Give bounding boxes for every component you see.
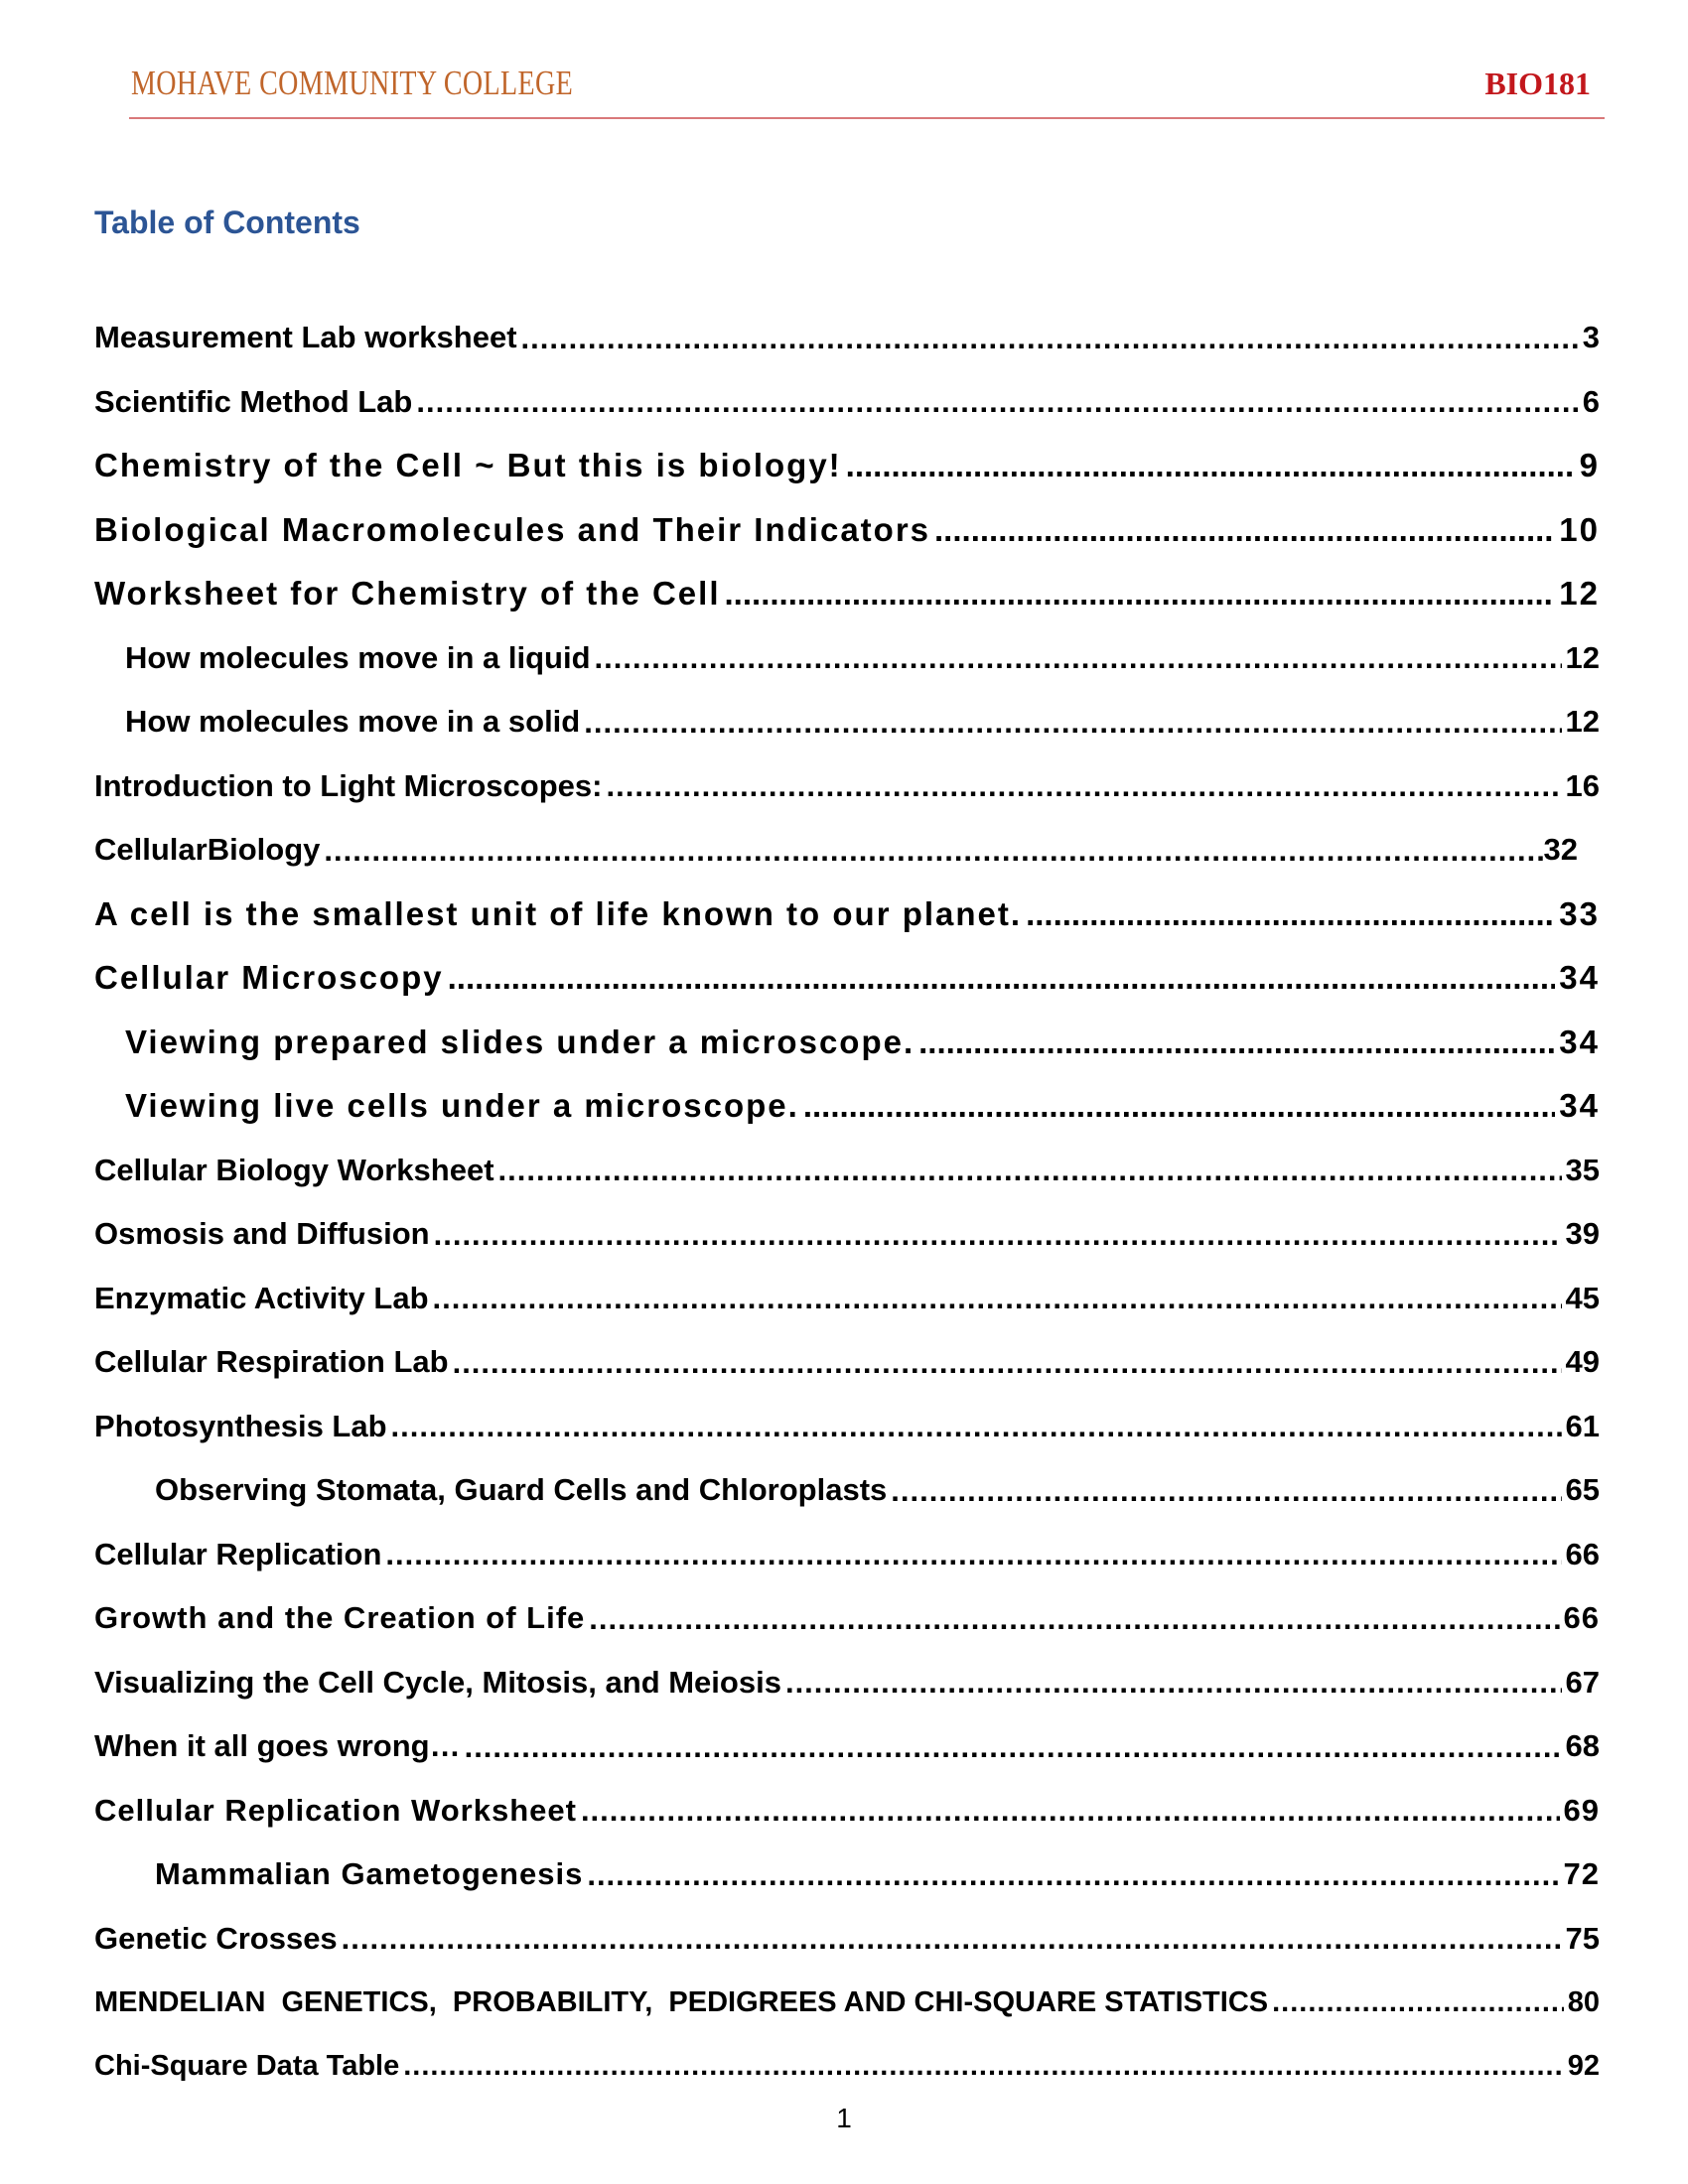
toc-entry-page: 34 [1559, 959, 1600, 997]
toc-entry-label: Viewing prepared slides under a microscope. [125, 1023, 915, 1060]
toc-entry-growth-creation-life[interactable] [94, 1586, 1600, 1651]
dot-leader [785, 1664, 1562, 1701]
toc-entry-page: 69 [1563, 1792, 1600, 1828]
toc-entry-label: Introduction to Light Microscopes: [94, 767, 603, 803]
toc-entry-page: 65 [1565, 1472, 1600, 1508]
toc-entry-page: 67 [1565, 1664, 1600, 1700]
toc-entry-page: 92 [1567, 2050, 1600, 2083]
toc-entry-label: Scientific Method Lab [94, 383, 413, 419]
toc-entry-page: 3 [1582, 320, 1600, 355]
toc-entry-page: 9 [1579, 447, 1600, 484]
toc-entry-when-it-goes-wrong[interactable] [94, 1714, 1600, 1779]
toc-entry-page: 10 [1559, 510, 1600, 548]
dot-leader [433, 1280, 1562, 1316]
toc-entry-page: 16 [1565, 767, 1600, 803]
page-header [129, 60, 1605, 119]
dot-leader [934, 510, 1555, 550]
dot-leader [581, 1792, 1560, 1829]
toc-entry-page: 34 [1559, 1023, 1600, 1060]
toc-entry-label: Observing Stomata, Guard Cells and Chloroplasts [155, 1472, 888, 1508]
toc-entry-label: Enzymatic Activity Lab [94, 1280, 429, 1315]
dot-leader [465, 1728, 1562, 1765]
dot-leader [803, 1086, 1555, 1126]
toc-entry-page: 68 [1565, 1728, 1600, 1764]
toc-entry-label: When it all goes wrong… [94, 1728, 461, 1764]
toc-entry-label: Mammalian Gametogenesis [155, 1856, 584, 1892]
toc-entry-label: Visualizing the Cell Cycle, Mitosis, and Meiosis [94, 1664, 781, 1700]
toc-entry-page: 12 [1565, 704, 1600, 740]
toc-list [94, 306, 1600, 2099]
toc-entry-label: Osmosis and Diffusion [94, 1216, 430, 1252]
toc-entry-page: 34 [1559, 1087, 1600, 1125]
toc-entry-label: Cellular Replication [94, 1536, 382, 1571]
toc-entry-page: 12 [1559, 575, 1600, 613]
dot-leader [385, 1536, 1561, 1572]
toc-entry-page: 33 [1559, 894, 1600, 932]
dot-leader [448, 958, 1556, 998]
dot-leader [324, 832, 1543, 869]
toc-entry-osmosis-diffusion[interactable] [94, 1202, 1600, 1267]
dot-leader [595, 639, 1562, 676]
toc-entry-label: Chi-Square Data Table [94, 2050, 400, 2083]
dot-leader [1272, 1985, 1564, 2020]
toc-entry-page: 45 [1565, 1280, 1600, 1315]
toc-entry-page: 66 [1565, 1536, 1600, 1571]
toc-entry-prepared-slides[interactable] [94, 1011, 1600, 1075]
toc-entry-page: 35 [1565, 1152, 1600, 1187]
toc-entry-scientific-method-lab[interactable] [94, 370, 1600, 435]
toc-entry-page: 61 [1565, 1408, 1600, 1443]
toc-entry-label: Growth and the Creation of Life [94, 1600, 586, 1636]
dot-leader [521, 320, 1579, 356]
toc-entry-label: Cellular Respiration Lab [94, 1344, 449, 1380]
dot-leader [416, 383, 1578, 420]
toc-entry-live-cells[interactable] [94, 1074, 1600, 1139]
college-name: MOHAVE COMMUNITY COLLEGE [131, 64, 574, 102]
toc-entry-cellular-replication-worksheet[interactable] [94, 1779, 1600, 1843]
toc-entry-molecules-liquid[interactable] [94, 626, 1600, 691]
toc-entry-page: 6 [1582, 383, 1600, 419]
toc-entry-label: Chemistry of the Cell ~ But this is biology! [94, 447, 842, 484]
toc-entry-page: 39 [1565, 1216, 1600, 1252]
toc-entry-measurement-lab[interactable] [94, 306, 1600, 370]
toc-entry-chemistry-worksheet[interactable] [94, 562, 1600, 626]
toc-entry-molecules-solid[interactable] [94, 690, 1600, 754]
toc-entry-biological-macromolecules[interactable] [94, 498, 1600, 563]
toc-entry-stomata[interactable] [94, 1458, 1600, 1523]
toc-entry-label: How molecules move in a solid [125, 704, 581, 740]
toc-entry-cellular-replication[interactable] [94, 1523, 1600, 1587]
dot-leader [453, 1344, 1562, 1381]
toc-entry-cellular-biology-worksheet[interactable] [94, 1139, 1600, 1203]
toc-entry-label: Viewing live cells under a microscope. [125, 1087, 799, 1125]
toc-entry-page: 49 [1565, 1344, 1600, 1380]
dot-leader [434, 1216, 1562, 1253]
toc-entry-label: Cellular Microscopy [94, 959, 444, 997]
toc-entry-label: A cell is the smallest unit of life known to our planet. [94, 894, 1023, 932]
toc-entry-chi-square-table[interactable] [94, 2035, 1600, 2100]
toc-entry-page: 66 [1563, 1600, 1600, 1636]
toc-entry-label: How molecules move in a liquid [125, 639, 591, 675]
dot-leader [391, 1408, 1562, 1444]
dot-leader [725, 574, 1556, 614]
toc-entry-page: 32 [1543, 832, 1578, 868]
toc-entry-cellular-respiration[interactable] [94, 1330, 1600, 1395]
toc-entry-page: 80 [1567, 1985, 1600, 2018]
toc-entry-mendelian-genetics[interactable] [94, 1971, 1600, 2035]
toc-entry-mammalian-gametogenesis[interactable] [94, 1843, 1600, 1907]
course-code: BIO181 [1484, 66, 1591, 101]
toc-entry-label: Cellular Replication Worksheet [94, 1792, 577, 1828]
dot-leader [403, 2049, 1563, 2084]
dot-leader [587, 1856, 1559, 1893]
toc-entry-cell-smallest-unit[interactable] [94, 883, 1600, 947]
page-number: 1 [836, 2103, 852, 2133]
toc-entry-cellular-biology[interactable] [94, 818, 1600, 883]
toc-title: Table of Contents [94, 205, 360, 240]
toc-entry-label: Cellular Biology Worksheet [94, 1152, 494, 1187]
toc-entry-light-microscopes[interactable] [94, 754, 1600, 819]
dot-leader [498, 1152, 1562, 1188]
dot-leader [584, 704, 1561, 741]
toc-entry-label: Biological Macromolecules and Their Indicators [94, 510, 931, 548]
toc-entry-label: MENDELIAN GENETICS, PROBABILITY, PEDIGREES AND CHI-SQUARE STATISTICS [94, 1985, 1269, 2018]
toc-entry-label: Photosynthesis Lab [94, 1408, 387, 1443]
toc-entry-label: Genetic Crosses [94, 1920, 338, 1956]
toc-entry-page: 72 [1563, 1856, 1600, 1892]
dot-leader [606, 767, 1561, 804]
toc-entry-label: CellularBiology [94, 832, 321, 868]
toc-entry-photosynthesis[interactable] [94, 1395, 1600, 1459]
dot-leader [918, 1023, 1555, 1062]
dot-leader [342, 1920, 1562, 1957]
toc-entry-page: 12 [1565, 639, 1600, 675]
toc-entry-cellular-microscopy[interactable] [94, 946, 1600, 1011]
dot-leader [891, 1472, 1561, 1509]
toc-entry-cell-cycle-mitosis-meiosis[interactable] [94, 1651, 1600, 1715]
dot-leader [1026, 894, 1555, 934]
toc-entry-page: 75 [1565, 1920, 1600, 1956]
dot-leader [846, 446, 1576, 485]
dot-leader [589, 1600, 1559, 1637]
toc-entry-label: Worksheet for Chemistry of the Cell [94, 575, 721, 613]
toc-entry-genetic-crosses[interactable] [94, 1907, 1600, 1972]
toc-entry-label: Measurement Lab worksheet [94, 320, 517, 355]
toc-entry-chemistry-of-the-cell[interactable] [94, 434, 1600, 498]
toc-entry-enzymatic-activity[interactable] [94, 1267, 1600, 1331]
